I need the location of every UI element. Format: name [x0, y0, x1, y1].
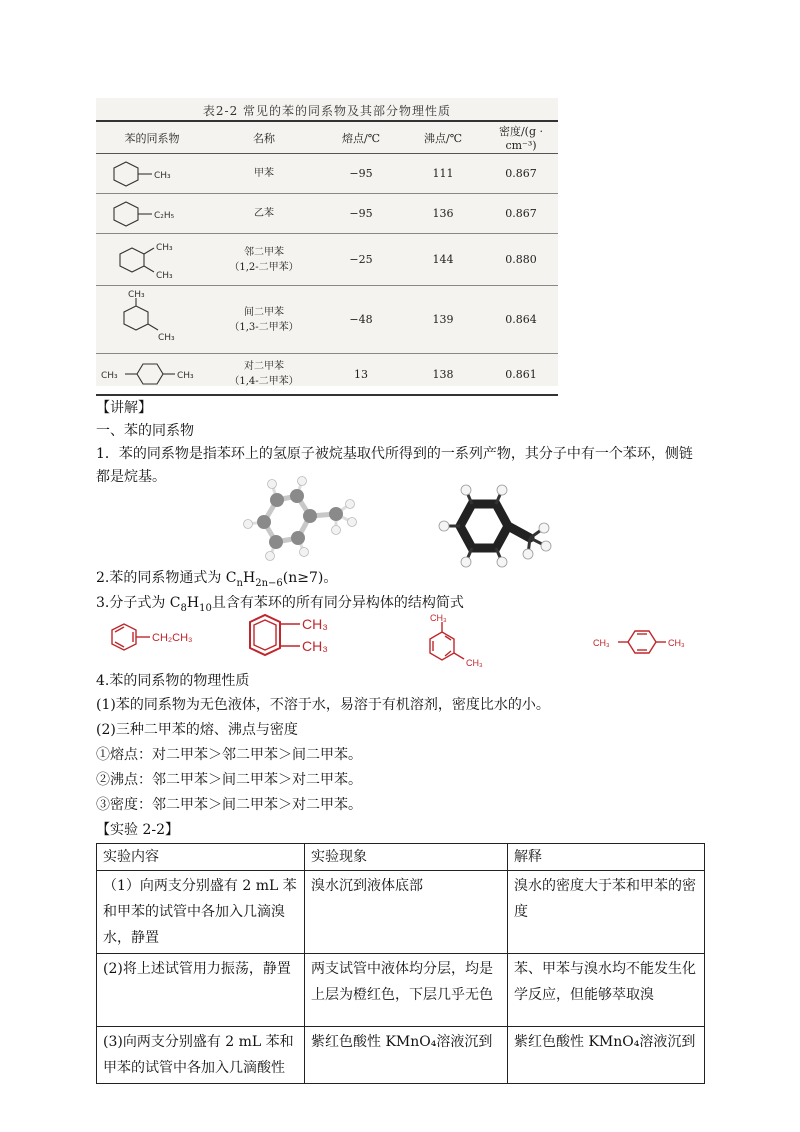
toluene-dark-model: [422, 480, 562, 576]
mp-cell: 13: [320, 354, 402, 396]
formula-prefix: 3.分子式为 C: [96, 595, 181, 611]
density-cell: 0.864: [484, 286, 558, 354]
paragraph-1-cont: 都是烷基。: [96, 469, 166, 485]
experiment-heading: 【实验 2-2】: [96, 822, 179, 838]
structure-cell: [96, 354, 208, 396]
paragraph-9: ③密度：邻二甲苯＞间二甲苯＞对二甲苯。: [96, 797, 362, 813]
properties-table: [96, 120, 558, 396]
table-cell: 苯、甲苯与溴水均不能发生化学反应，但能够萃取溴: [508, 954, 705, 1027]
section-heading: 一、苯的同系物: [96, 423, 194, 439]
substituent-label: CH₃: [128, 289, 145, 300]
col-header: 苯的同系物: [96, 121, 208, 154]
table-row: [96, 234, 558, 286]
mp-cell: −95: [320, 194, 402, 234]
toluene-structure: [102, 158, 202, 190]
experiment-table: [96, 843, 705, 1084]
compound-alt-name: （1,2-二甲苯）: [229, 261, 299, 273]
bp-cell: 136: [402, 194, 484, 234]
density-cell: 0.880: [484, 234, 558, 286]
col-header: 解释: [508, 844, 705, 871]
table-cell: (2)将上述试管用力振荡，静置: [97, 954, 305, 1027]
ethylbenzene-structure: [102, 198, 202, 230]
formula-subscript: n: [236, 577, 243, 589]
bp-cell: 111: [402, 154, 484, 194]
compound-name: 对二甲苯: [244, 361, 284, 372]
substituent-label: C₂H₅: [154, 210, 175, 221]
table-row: [97, 871, 705, 954]
name-cell: [208, 154, 320, 194]
ethyl-label: CH₂CH₃: [152, 632, 193, 644]
bp-cell: 139: [402, 286, 484, 354]
ortho-label-1: CH₃: [302, 616, 328, 632]
bp-cell: 144: [402, 234, 484, 286]
ortho-label-2: CH₃: [302, 638, 328, 654]
table-cell: 紫红色酸性 KMnO₄溶液沉到: [508, 1027, 705, 1084]
paragraph-5: (1)苯的同系物为无色液体，不溶于水，易溶于有机溶剂，密度比水的小。: [96, 697, 550, 713]
table-row: [96, 286, 558, 354]
m-xylene-structure: [102, 290, 202, 350]
substituent-label: CH₃: [156, 270, 173, 281]
table-row: [96, 354, 558, 396]
mp-cell: −95: [320, 154, 402, 194]
explain-heading: 【讲解】: [96, 400, 152, 416]
meta-label-2: CH₃: [466, 658, 483, 668]
table-caption: 表2-2 常见的苯的同系物及其部分物理性质: [202, 104, 452, 118]
compound-name: 甲苯: [254, 168, 274, 179]
formula-subscript: 2n−6: [255, 577, 283, 589]
paragraph-4: 4.苯的同系物的物理性质: [96, 673, 250, 689]
table-row: [97, 1027, 705, 1084]
mp-cell: −25: [320, 234, 402, 286]
table-cell: 紫红色酸性 KMnO₄溶液沉到: [305, 1027, 508, 1084]
formula-h: H: [186, 595, 200, 611]
name-cell: [208, 194, 320, 234]
formula-h: H: [242, 570, 256, 586]
density-cell: 0.867: [484, 194, 558, 234]
bp-cell: 138: [402, 354, 484, 396]
substituent-label: CH₃: [156, 242, 173, 253]
para-label-2: CH₃: [668, 638, 685, 648]
table-cell: （1）向两支分别盛有 2 mL 苯和甲苯的试管中各加入几滴溴水，静置: [97, 871, 305, 954]
formula-subscript: 10: [199, 602, 212, 614]
table-row: [96, 194, 558, 234]
para-label-1: CH₃: [593, 638, 610, 648]
table-header-row: [97, 844, 705, 871]
density-cell: 0.861: [484, 354, 558, 396]
col-header: 熔点/℃: [320, 121, 402, 154]
structure-cell: [96, 154, 208, 194]
table-cell: 两支试管中液体均分层，均是上层为橙红色，下层几乎无色: [305, 954, 508, 1027]
structure-cell: [96, 194, 208, 234]
paragraph-2: [96, 568, 716, 594]
formula-suffix: (n≥7)。: [282, 570, 338, 586]
table-cell: 溴水沉到液体底部: [305, 871, 508, 954]
paragraph-8: ②沸点：邻二甲苯＞间二甲苯＞对二甲苯。: [96, 772, 362, 788]
col-header: 密度/(g · cm⁻³): [484, 121, 558, 154]
substituent-label: CH₃: [177, 371, 194, 381]
compound-alt-name: （1,4-二甲苯）: [229, 376, 299, 387]
mp-cell: −48: [320, 286, 402, 354]
paragraph-1: 1．苯的同系物是指苯环上的氢原子被烷基取代所得到的一系列产物，其分子中有一个苯环，侧链: [96, 446, 693, 462]
density-cell: 0.867: [484, 154, 558, 194]
col-header: 名称: [208, 121, 320, 154]
table-row: [97, 954, 705, 1027]
formula-prefix: 2.苯的同系物通式为 C: [96, 570, 237, 586]
structure-cell: [96, 286, 208, 354]
compound-name: 间二甲苯: [244, 306, 284, 318]
substituent-label: CH₃: [101, 371, 118, 381]
table-cell: (3)向两支分别盛有 2 mL 苯和甲苯的试管中各加入几滴酸性: [97, 1027, 305, 1084]
col-header: 实验现象: [305, 844, 508, 871]
substituent-label: CH₃: [158, 332, 175, 343]
compound-name: 邻二甲苯: [244, 246, 284, 258]
meta-label-1: CH₃: [430, 613, 447, 623]
table-cell: 溴水的密度大于苯和甲苯的密度: [508, 871, 705, 954]
col-header: 实验内容: [97, 844, 305, 871]
structure-cell: [96, 234, 208, 286]
compound-alt-name: （1,3-二甲苯）: [229, 321, 299, 333]
compound-name: 乙苯: [254, 208, 274, 219]
name-cell: [208, 354, 320, 396]
textbook-table-photo: [96, 98, 558, 386]
c8h10-isomers: [90, 612, 710, 670]
formula-subscript: 8: [180, 602, 187, 614]
p-xylene-structure: [99, 358, 205, 390]
formula-suffix: 且含有苯环的所有同分异构体的结构简式: [211, 595, 464, 611]
substituent-label: CH₃: [154, 170, 171, 181]
o-xylene-structure: [102, 238, 202, 282]
col-header: 沸点/℃: [402, 121, 484, 154]
paragraph-6: (2)三种二甲苯的熔、沸点与密度: [96, 722, 298, 738]
paragraph-7: ①熔点：对二甲苯＞邻二甲苯＞间二甲苯。: [96, 747, 362, 763]
toluene-ball-stick-model: [232, 472, 372, 562]
name-cell: [208, 234, 320, 286]
name-cell: [208, 286, 320, 354]
table-row: [96, 154, 558, 194]
